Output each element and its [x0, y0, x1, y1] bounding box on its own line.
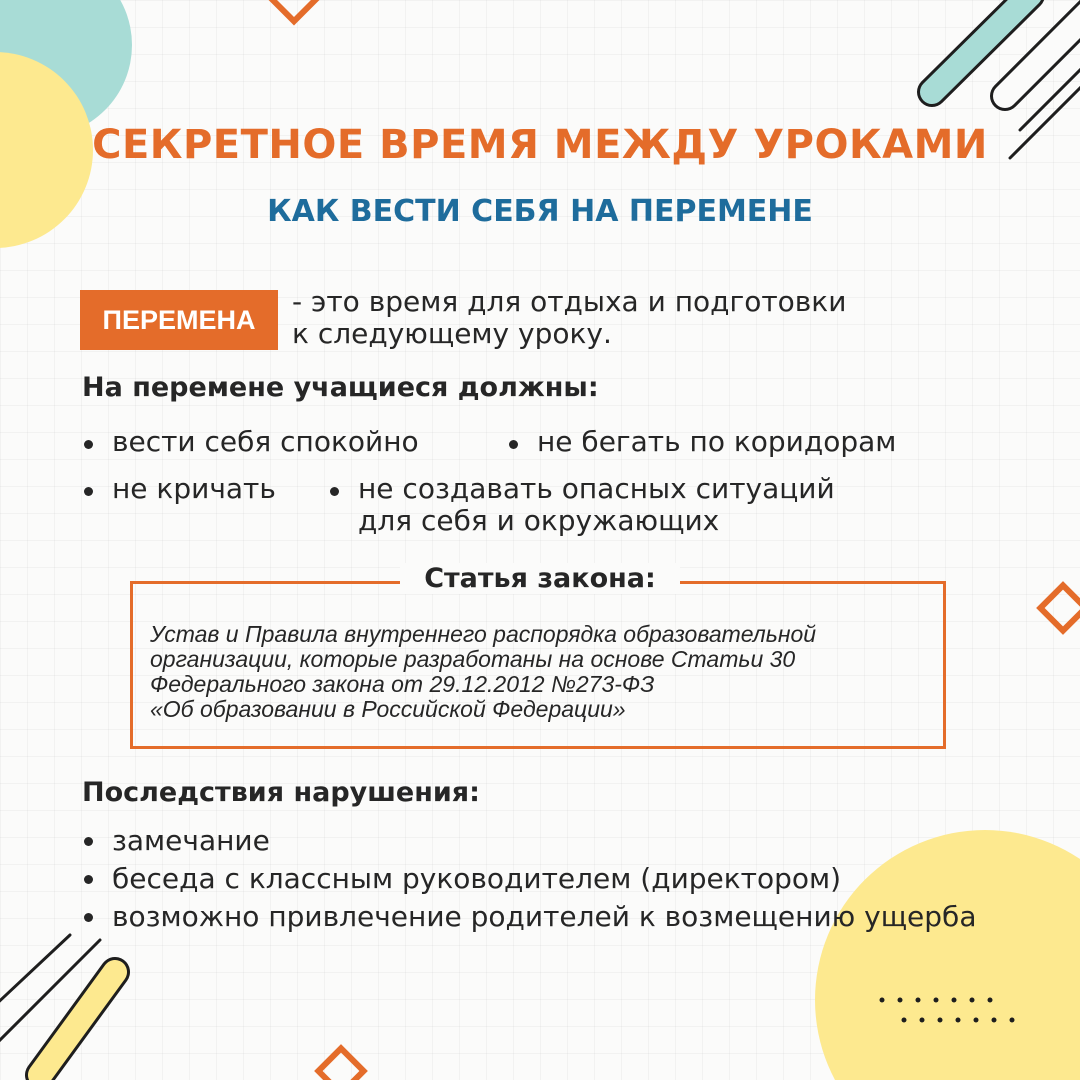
stripes-bottom-left-decoration — [0, 935, 115, 1075]
law-line: Федерального закона от 29.12.2012 №273-ФЗ — [150, 671, 655, 697]
law-line: «Об образовании в Российской Федерации» — [150, 696, 626, 722]
law-title: Статья закона: — [400, 563, 680, 594]
consequence-item: возможно привлечение родителей к возмещению ущерба — [82, 899, 977, 935]
diamond-bottom-decoration — [318, 1048, 363, 1080]
law-text — [150, 622, 940, 722]
law-line: Устав и Правила внутреннего распорядка образовательной — [150, 621, 817, 647]
duty-item: не кричать — [82, 473, 276, 505]
definition-line-2: к следующему уроку. — [292, 317, 612, 350]
duty-item-line-1: не создавать опасных ситуаций — [358, 472, 835, 505]
consequences-heading: Последствия нарушения: — [82, 777, 480, 808]
duty-item: вести себя спокойно — [82, 426, 419, 458]
duty-item: не бегать по коридорам — [507, 426, 896, 458]
term-definition — [292, 286, 992, 350]
term-badge: ПЕРЕМЕНА — [80, 290, 278, 350]
diamond-right-decoration — [1040, 585, 1080, 630]
duties-heading: На перемене учащиеся должны: — [82, 372, 599, 403]
definition-line-1: - это время для отдыха и подготовки — [292, 285, 847, 318]
law-line: организации, которые разработаны на основе Статьи 30 — [150, 646, 796, 672]
consequence-item: замечание — [82, 823, 270, 859]
yellow-circle-bottom-right-decoration — [815, 830, 1080, 1080]
consequence-item: беседа с классным руководителем (директором) — [82, 861, 841, 897]
duty-item — [328, 473, 835, 537]
diamond-top-decoration — [273, 0, 315, 21]
duty-item-line-2: для себя и окружающих — [358, 504, 720, 537]
page-title: СЕКРЕТНОЕ ВРЕМЯ МЕЖДУ УРОКАМИ — [92, 122, 988, 168]
page-subtitle: КАК ВЕСТИ СЕБЯ НА ПЕРЕМЕНЕ — [267, 194, 813, 229]
